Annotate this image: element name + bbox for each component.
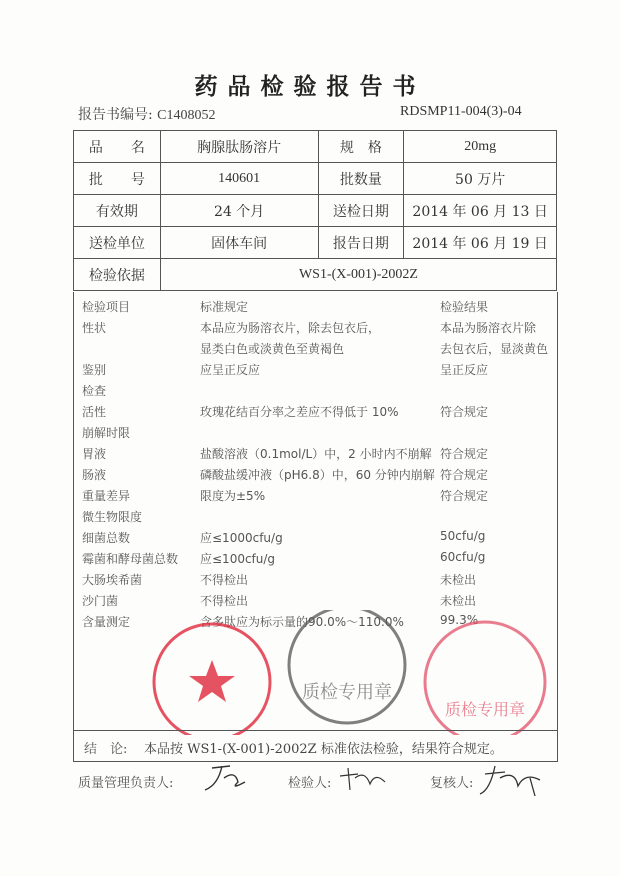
row-result: 60cfu/g [440,550,486,564]
submit-unit-label: 送检单位 [74,227,161,259]
stamp-left [154,624,270,735]
row-item: 含量测定 [82,615,131,629]
spec: 20mg [404,131,557,163]
spec-label: 规 格 [318,131,404,163]
row-standard: 不得检出 [200,573,249,587]
conclusion-text: 本品按 WS1-(X-001)-2002Z 标准依法检验，结果符合规定。 [144,742,503,757]
row-item: 重量差异 [82,489,131,503]
row-item: 性状 [82,321,107,335]
row-result: 符合规定 [440,447,489,461]
batch-qty-label: 批数量 [318,163,404,195]
row-item: 大肠埃希菌 [82,573,143,587]
row-item: 细菌总数 [82,531,131,545]
report-number-label: 报告书编号: [78,107,153,123]
document-code: RDSMP11-004(3)-04 [400,104,522,119]
row-standard: 不得检出 [200,594,249,608]
star-icon [189,660,235,702]
row-standard: 应呈正反应 [200,363,261,377]
row-result: 符合规定 [440,405,489,419]
row-standard: 本品应为肠溶衣片，除去包衣后， [200,321,381,335]
basis: WS1-(X-001)-2002Z [160,259,556,291]
row-result: 本品为肠溶衣片除 [440,321,537,335]
qa-manager-label: 质量管理负责人: [78,776,174,791]
stamp-right [425,622,545,735]
row-item: 霉菌和酵母菌总数 [82,552,179,566]
row-result: 未检出 [440,573,477,587]
row-standard: 盐酸溶液（0.1mol/L）中，2 小时内不崩解 [200,447,432,461]
row-item: 肠液 [82,468,107,482]
batch: 140601 [160,163,318,195]
row-item: 崩解时限 [82,426,131,440]
row-standard: 应≤100cfu/g [200,552,276,566]
row-standard: 应≤1000cfu/g [200,531,283,545]
row-standard: 玫瑰花结百分率之差应不得低于 10% [200,405,399,419]
column-result: 检验结果 [440,300,489,314]
stamp-middle [289,610,405,723]
submit-date: 2014 年 06 月 13 日 [404,195,557,227]
row-standard: 磷酸盐缓冲液（pH6.8）中，60 分钟内崩解 [200,468,435,482]
basis-label: 检验依据 [74,259,161,291]
submit-unit: 固体车间 [160,227,318,259]
conclusion-box [73,730,558,762]
product-name-label: 品 名 [74,131,161,163]
row-item: 微生物限度 [82,510,143,524]
stamps [140,610,560,735]
batch-qty: 50 万片 [404,163,557,195]
reviewer-label: 复核人: [430,776,474,791]
row-standard: 显类白色或淡黄色至黄褐色 [200,342,345,356]
product-name: 胸腺肽肠溶片 [160,131,318,163]
report-date-label: 报告日期 [318,227,404,259]
submit-date-label: 送检日期 [318,195,404,227]
report-number-value: C1408052 [157,108,216,123]
report-date: 2014 年 06 月 19 日 [404,227,557,259]
validity: 24 个月 [160,195,318,227]
row-result: 符合规定 [440,489,489,503]
inspector-label: 检验人: [288,776,332,791]
conclusion-label: 结 论: [84,742,128,757]
svg-text:质检专用章: 质检专用章 [302,682,392,703]
row-item: 活性 [82,405,107,419]
row-item: 检查 [82,384,107,398]
validity-label: 有效期 [74,195,161,227]
row-result: 未检出 [440,594,477,608]
row-result: 去包衣后，显淡黄色 [440,342,549,356]
row-standard: 含多肽应为标示量的90.0%～110.0% [200,615,404,629]
row-result: 50cfu/g [440,529,486,543]
signatures-handwriting [200,760,560,800]
header-table [73,130,557,291]
row-result: 符合规定 [440,468,489,482]
column-standard: 标准规定 [200,300,249,314]
column-item: 检验项目 [82,300,131,314]
row-result: 99.3% [440,613,479,627]
report-number [78,104,216,124]
row-standard: 限度为±5% [200,489,266,503]
row-item: 胃液 [82,447,107,461]
batch-label: 批 号 [74,163,161,195]
document-title: 药品检验报告书 [194,73,426,100]
row-result: 呈正反应 [440,363,489,377]
svg-text:质检专用章: 质检专用章 [444,700,526,719]
row-item: 沙门菌 [82,594,119,608]
row-item: 鉴别 [82,363,107,377]
